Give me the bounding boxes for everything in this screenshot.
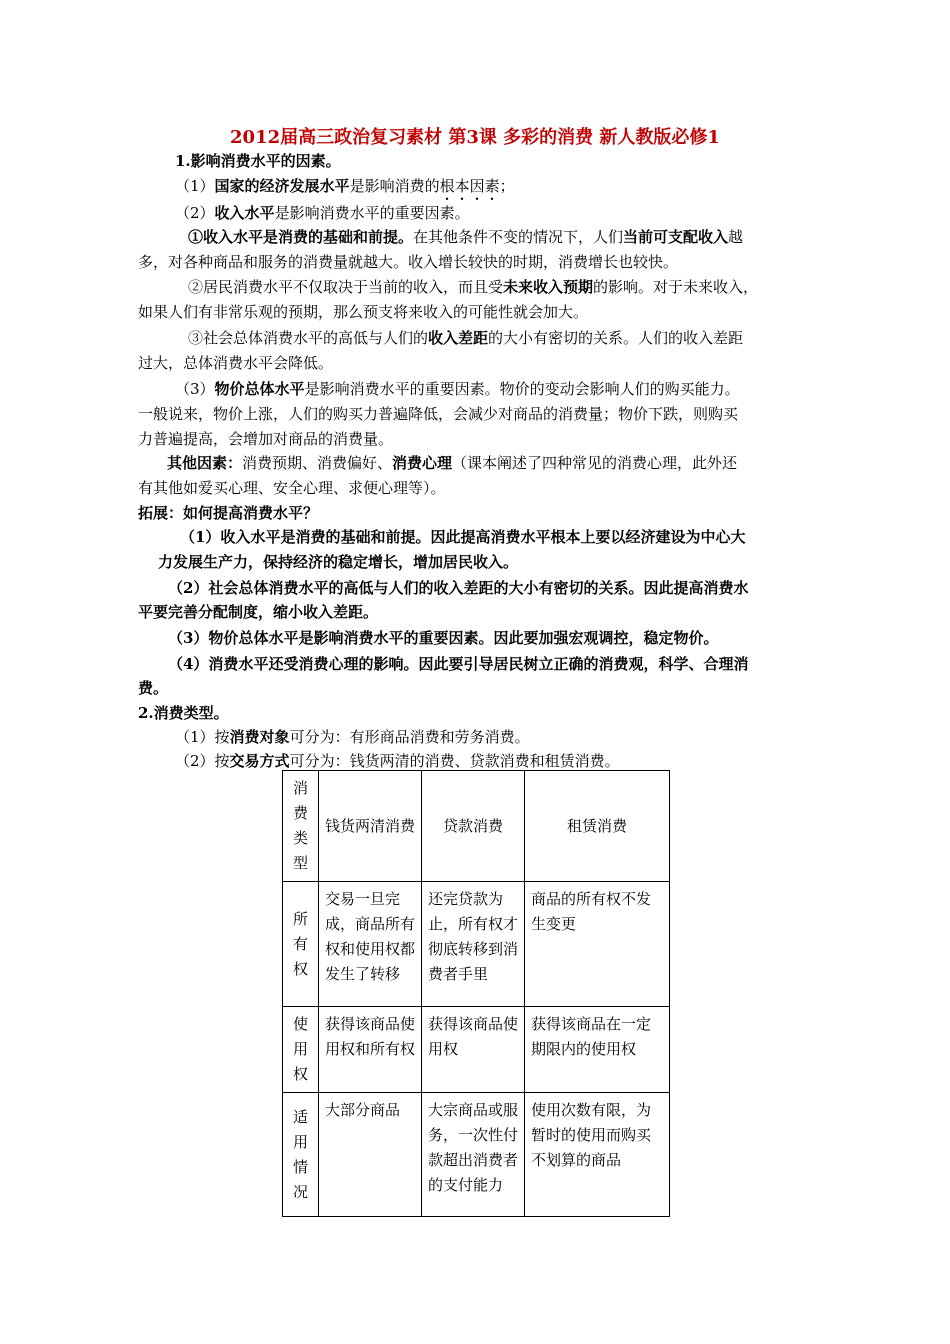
factor1-paragraph <box>175 175 515 204</box>
income-point1-bold2: 当前可支配收入 <box>623 228 729 246</box>
factor1-number: （1） <box>175 177 215 195</box>
extension-item1-line1: （1）收入水平是消费的基础和前提。因此提高消费水平根本上要以经济建设为中心大 <box>180 528 746 546</box>
table-header-row <box>283 771 670 882</box>
extension-item4-line1: （4）消费水平还受消费心理的影响。因此要引导居民树立正确的消费观，科学、合理消 <box>168 655 749 673</box>
factor3-line2: 一般说来，物价上涨，人们的购买力普遍降低，会减少对商品的消费量；物价下跌，则购买 <box>138 405 739 423</box>
other-factors-line2: 有其他如爱买心理、安全心理、求便心理等）。 <box>138 479 446 497</box>
income-point3-line1 <box>188 327 743 349</box>
table-cell: 大部分商品 <box>319 1093 422 1217</box>
income-point1-line2: 多，对各种商品和服务的消费量就越大。收入增长较快的时期，消费增长也较快。 <box>138 253 679 271</box>
header-cell: 贷款消费 <box>422 771 525 882</box>
table-row <box>283 1093 670 1217</box>
type2-bold: 交易方式 <box>229 752 290 770</box>
type2-number: （2）按 <box>175 752 230 770</box>
income-point1-text: 在其他条件不变的情况下，人们 <box>413 228 624 246</box>
header-cell: 钱货两清消费 <box>319 771 422 882</box>
extension-item2-line2: 平要完善分配制度，缩小收入差距。 <box>138 603 379 621</box>
income-point2-text: ②居民消费水平不仅取决于当前的收入，而且受 <box>188 278 504 296</box>
consumption-type-table <box>282 770 670 1217</box>
extension-item4-line2: 费。 <box>138 679 169 697</box>
type1-text: 可分为：有形商品消费和劳务消费。 <box>289 728 530 746</box>
factor3-line1 <box>175 378 740 400</box>
other-factors-bold2: 消费心理 <box>392 454 453 472</box>
income-point1-line1 <box>188 226 743 248</box>
table-cell: 大宗商品或服务，一次性付款超出消费者的支付能力 <box>422 1093 525 1217</box>
income-point3-line2: 过大，总体消费水平会降低。 <box>138 354 334 372</box>
factor1-emphasis: 根本因素 <box>439 177 500 195</box>
factor3-line3: 力普遍提高，会增加对商品的消费量。 <box>138 430 394 448</box>
income-point2-text2: 的影响。对于未来收入， <box>593 278 759 296</box>
factor1-text: 是影响消费的 <box>349 177 440 195</box>
other-factors-line1 <box>167 452 737 474</box>
income-point2-line2: 如果人们有非常乐观的预期，那么预支将来收入的可能性就会加大。 <box>138 303 589 321</box>
table-cell: 还完贷款为止，所有权才彻底转移到消费者手里 <box>422 882 525 1007</box>
section1-heading: 1.影响消费水平的因素。 <box>175 152 341 170</box>
income-point3-bold: 收入差距 <box>428 329 489 347</box>
section2-heading: 2.消费类型。 <box>138 704 229 722</box>
income-point1-end: 越 <box>728 228 744 246</box>
extension-item1-line2: 力发展生产力，保持经济的稳定增长，增加居民收入。 <box>158 553 519 571</box>
factor3-text: 是影响消费水平的重要因素。物价的变动会影响人们的购买能力。 <box>304 380 740 398</box>
type2-text: 可分为：钱货两清的消费、贷款消费和租赁消费。 <box>289 752 620 770</box>
factor2-bold: 收入水平 <box>214 204 275 222</box>
factor1-end: ； <box>499 177 515 195</box>
factor2-number: （2） <box>175 204 215 222</box>
row-label-cell: 使用权 <box>283 1007 319 1093</box>
extension-heading: 拓展：如何提高消费水平？ <box>138 504 319 522</box>
other-factors-text: 消费预期、消费偏好、 <box>242 454 393 472</box>
other-factors-bold: 其他因素： <box>167 454 243 472</box>
header-cell: 租赁消费 <box>525 771 670 882</box>
extension-item2-line1: （2）社会总体消费水平的高低与人们的收入差距的大小有密切的关系。因此提高消费水 <box>168 579 749 597</box>
type1-bold: 消费对象 <box>229 728 290 746</box>
income-point3-text2: 的大小有密切的关系。人们的收入差距 <box>488 329 744 347</box>
type1-number: （1）按 <box>175 728 230 746</box>
table-cell: 获得该商品在一定期限内的使用权 <box>525 1007 670 1093</box>
table-row <box>283 882 670 1007</box>
income-point2-line1 <box>188 276 758 298</box>
type1-paragraph <box>175 726 530 748</box>
factor1-bold: 国家的经济发展水平 <box>214 177 350 195</box>
document-title: 2012届高三政治复习素材 第3课 多彩的消费 新人教版必修1 <box>230 127 720 148</box>
table-cell: 商品的所有权不发生变更 <box>525 882 670 1007</box>
factor2-paragraph <box>175 202 470 224</box>
other-factors-end: （课本阐述了四种常见的消费心理，此外还 <box>452 454 738 472</box>
table-cell: 交易一旦完成，商品所有权和使用权都发生了转移 <box>319 882 422 1007</box>
table-cell: 使用次数有限，为暂时的使用而购买不划算的商品 <box>525 1093 670 1217</box>
factor3-number: （3） <box>175 380 215 398</box>
table-cell: 获得该商品使用权 <box>422 1007 525 1093</box>
factor2-text: 是影响消费水平的重要因素。 <box>274 204 470 222</box>
header-cell: 消费类型 <box>283 771 319 882</box>
income-point3-text: ③社会总体消费水平的高低与人们的 <box>188 329 429 347</box>
factor3-bold: 物价总体水平 <box>214 380 305 398</box>
table-row <box>283 1007 670 1093</box>
extension-item3: （3）物价总体水平是影响消费水平的重要因素。因此要加强宏观调控，稳定物价。 <box>168 629 719 647</box>
row-label-cell: 适用情况 <box>283 1093 319 1217</box>
table-cell: 获得该商品使用权和所有权 <box>319 1007 422 1093</box>
row-label-cell: 所有权 <box>283 882 319 1007</box>
type2-paragraph <box>175 750 620 772</box>
income-point2-bold: 未来收入预期 <box>503 278 594 296</box>
income-point1-bold: ①收入水平是消费的基础和前提。 <box>188 228 414 246</box>
